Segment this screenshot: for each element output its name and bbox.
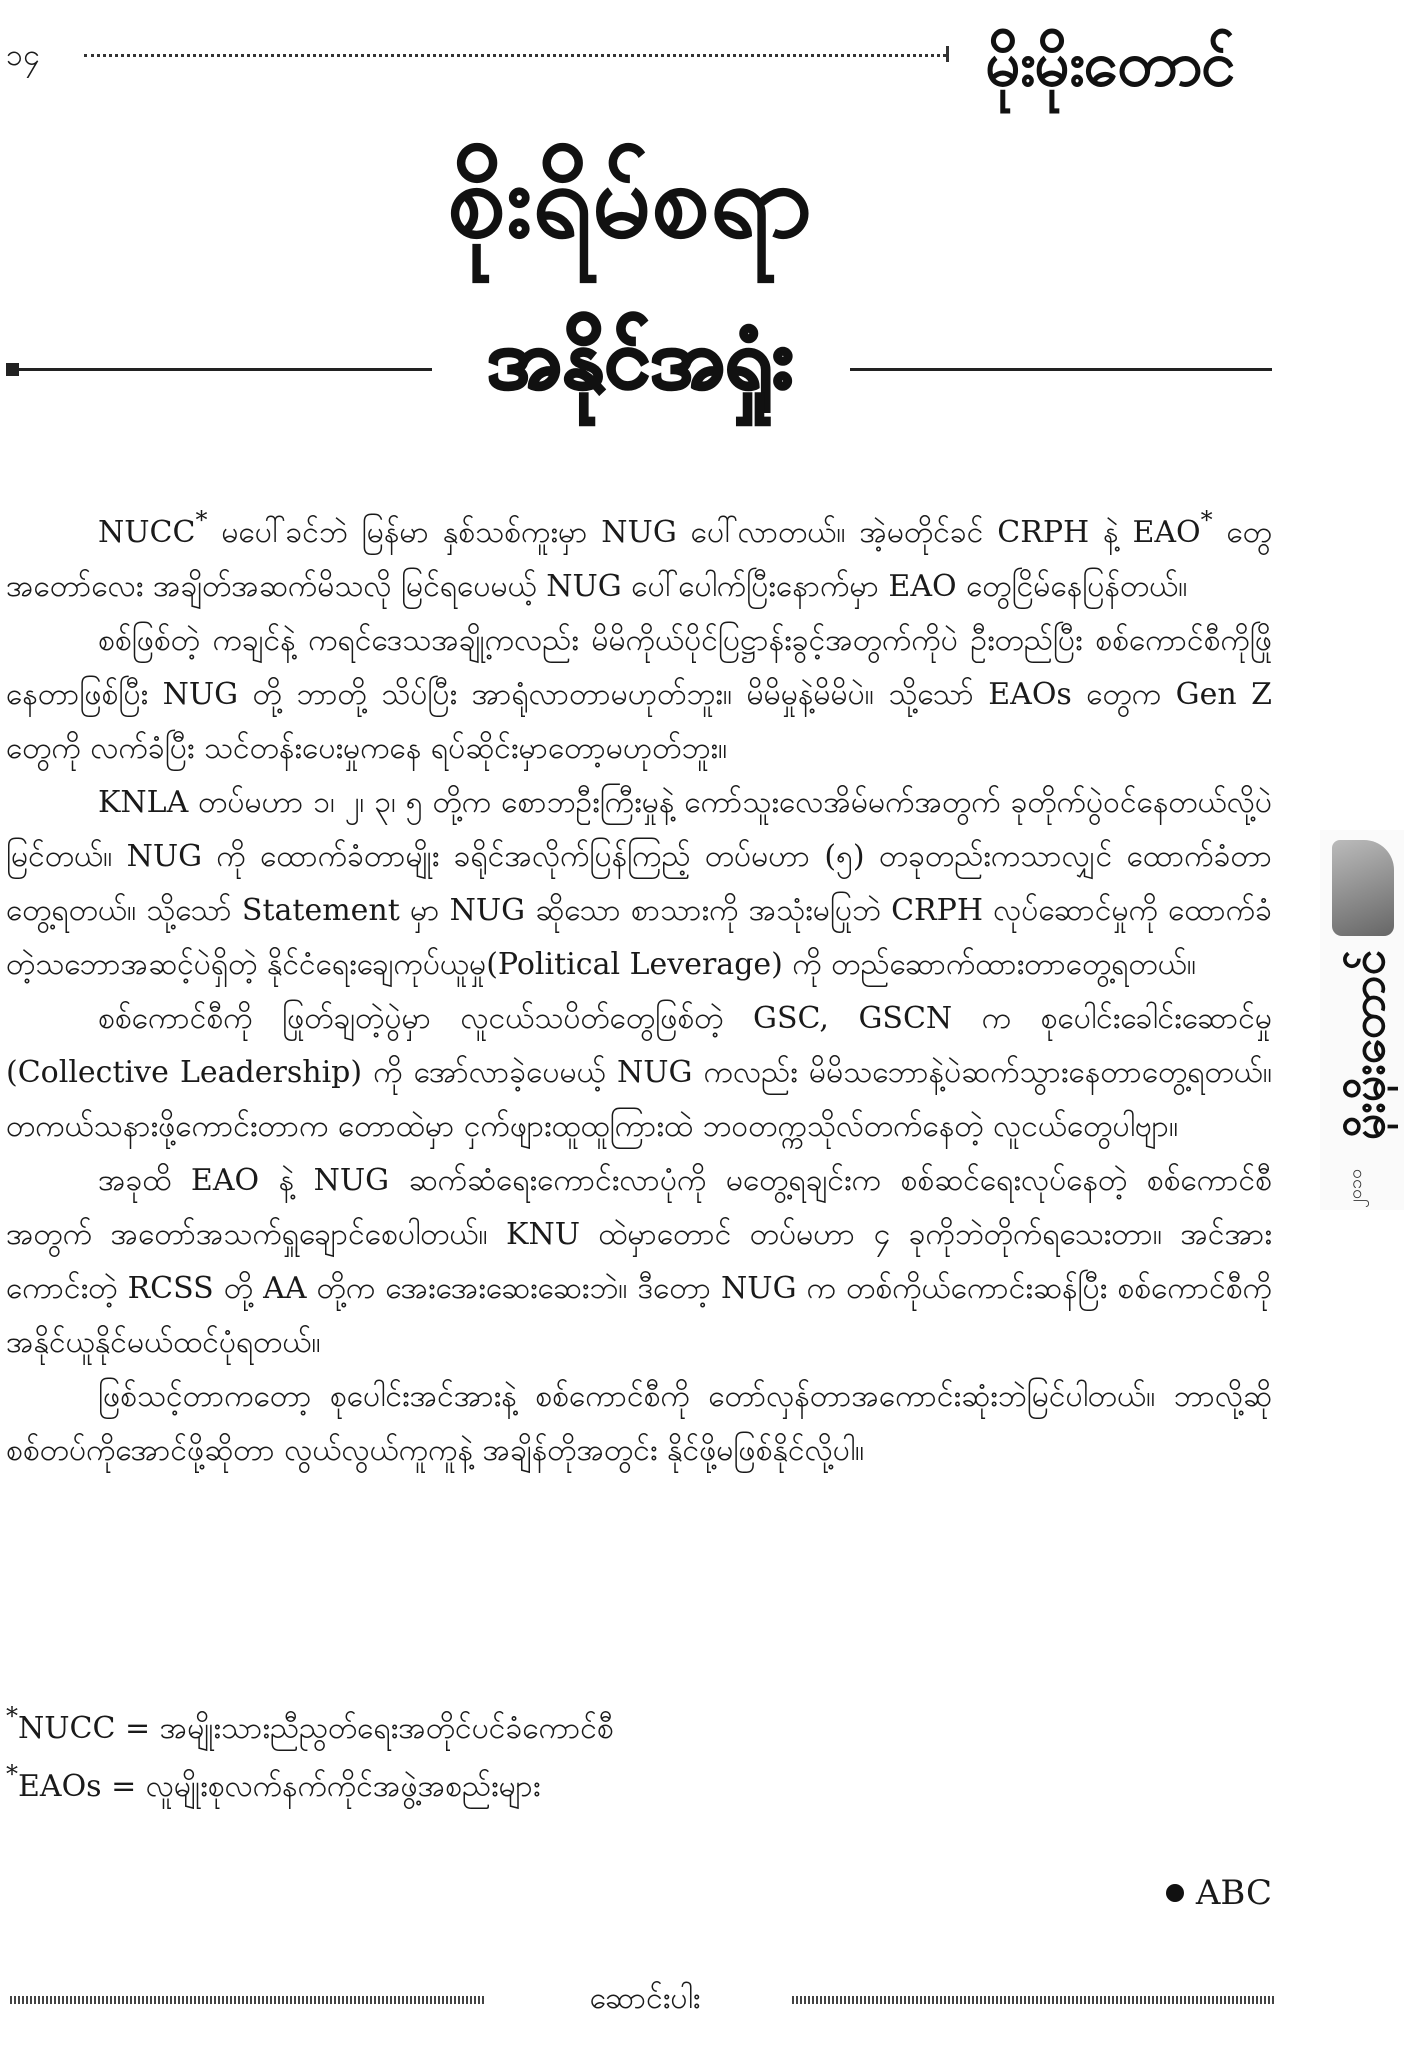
header-rule-end-mark	[946, 46, 949, 62]
article-title: စိုးရိမ်စရာ	[447, 139, 813, 261]
bullet-icon	[1166, 1884, 1184, 1902]
article-paragraph-1: NUCC* မပေါ်ခင်ဘဲ မြန်မာ နှစ်သစ်ကူးမှာ NUG ပေါ်လာတယ်။ အဲ့မတိုင်ခင် CRPH နဲ့ EAO* တွေ အတော်လေး အချိတ်အဆက်မိသလို မြင်ရပေမယ့် NUG ပေါ်ပေါက်ပြီးနောက်မှာ EAO တွေငြိမ်နေပြန်တယ်။	[6, 506, 1272, 604]
brand-logo: မိုးမိုးတောင်	[985, 27, 1234, 100]
article-paragraph-5: အခုထိ EAO နဲ့ NUG ဆက်ဆံရေးကောင်းလာပုံကို မတွေ့ရချင်းက စစ်ဆင်ရေးလုပ်နေတဲ့ စစ်ကောင်စီအတွက် အတော်အသက်ရှူချောင်စေပါတယ်။ KNU ထဲမှာတောင် တပ်မဟာ ၄ ခုကိုဘဲတိုက်ရသေးတာ။ အင်အားကောင်းတဲ့ RCSS တို့ AA တို့က အေးအေးဆေးဆေးဘဲ။ ဒီတော့ NUG က တစ်ကိုယ်ကောင်းဆန်ပြီး စစ်ကောင်စီကို အနိုင်ယူနိုင်မယ်ထင်ပုံရတယ်။	[6, 1163, 1272, 1360]
title-rule-left	[14, 368, 432, 371]
article-paragraph-2: စစ်ဖြစ်တဲ့ ကချင်နဲ့ ကရင်ဒေသအချို့ကလည်း မိမိကိုယ်ပိုင်ပြဋ္ဌာန်းခွင့်အတွက်ကိုပဲ ဦးတည်ပြီး စစ်ကောင်စီကိုဖြိုနေတာဖြစ်ပြီး NUG တို့ ဘာတို့ သိပ်ပြီး အာရုံလာတာမဟုတ်ဘူး။ မိမိမှုနဲ့မိမိပဲ။ သို့သော် EAOs တွေက Gen Z တွေကို လက်ခံပြီး သင်တန်းပေးမှုကနေ ရပ်ဆိုင်းမှာတော့မဟုတ်ဘူး။	[6, 623, 1272, 766]
footnotes	[6, 1700, 1272, 1816]
title-rule-right	[850, 368, 1272, 371]
author-name: ABC	[1195, 1873, 1272, 1913]
footer-dotted-rule-right	[792, 1996, 1276, 2004]
footnote-marker: *	[195, 506, 208, 534]
header-dotted-rule	[84, 54, 946, 57]
side-tab-logo: မိုးမိုးတောင်	[1341, 950, 1395, 1140]
footer-dotted-rule-left	[10, 1996, 486, 2004]
article-paragraph-6: ဖြစ်သင့်တာကတော့ စုပေါင်းအင်အားနဲ့ စစ်ကောင်စီကို တော်လှန်တာအကောင်းဆုံးဘဲမြင်ပါတယ်။ ဘာလို့ဆို စစ်တပ်ကိုအောင်ဖို့ဆိုတာ လွယ်လွယ်ကူကူနဲ့ အချိန်တိုအတွင်း နိုင်ဖို့မဖြစ်နိုင်လို့ပါ။	[6, 1379, 1272, 1468]
page-number: ၁၄	[6, 38, 40, 73]
footnote-nucc: *NUCC = အမျိုးသားညီညွတ်ရေးအတိုင်ပင်ခံကောင်စီ	[6, 1702, 614, 1746]
footnote-marker: *	[1200, 506, 1213, 534]
side-tab	[1320, 830, 1404, 1210]
side-tab-year: ၂၀၁၀	[1345, 1168, 1366, 1208]
article-paragraph-4: စစ်ကောင်စီကို ဖြုတ်ချတဲ့ပွဲမှာ လူငယ်သပိတ်တွေဖြစ်တဲ့ GSC, GSCN က စုပေါင်းခေါင်းဆောင်မှု (Collective Leadership) ကို အော်လာခဲ့ပေမယ့် NUG ကလည်း မိမိသဘောနဲ့ပဲဆက်သွားနေတာတွေ့ရတယ်။ တကယ်သနားဖို့ကောင်းတာက တောထဲမှာ ငှက်ဖျားထူထူကြားထဲ ဘဝတက္ကသိုလ်တက်နေတဲ့ လူငယ်တွေပါဗျာ။	[6, 1001, 1272, 1144]
byline	[1166, 1868, 1272, 1918]
article-body	[6, 506, 1272, 1478]
section-label: ဆောင်းပါး	[589, 1981, 701, 2016]
footnote-eaos: *EAOs = လူမျိုးစုလက်နက်ကိုင်အဖွဲ့အစည်းများ	[6, 1760, 541, 1804]
article-subtitle: အနိုင်အရှုံး	[486, 312, 794, 407]
article-paragraph-3: KNLA တပ်မဟာ ၁၊ ၂၊ ၃၊ ၅ တို့က စောဘဦးကြီးမှုနဲ့ ကော်သူးလေအိမ်မက်အတွက် ခုတိုက်ပွဲဝင်နေတယ်လို့ပဲမြင်တယ်။ NUG ကို ထောက်ခံတာမျိုး ခရိုင်အလိုက်ပြန်ကြည့် တပ်မဟာ (၅) တခုတည်းကသာလျှင် ထောက်ခံတာတွေ့ရတယ်။ သို့သော် Statement မှာ NUG ဆိုသော စာသားကို အသုံးမပြုဘဲ CRPH လုပ်ဆောင်မှုကို ထောက်ခံတဲ့သဘောအဆင့်ပဲရှိတဲ့ နိုင်ငံရေးချေကုပ်ယူမှု(Political Leverage) ကို တည်ဆောက်ထားတာတွေ့ရတယ်။	[6, 785, 1272, 982]
fist-icon	[1332, 840, 1394, 936]
